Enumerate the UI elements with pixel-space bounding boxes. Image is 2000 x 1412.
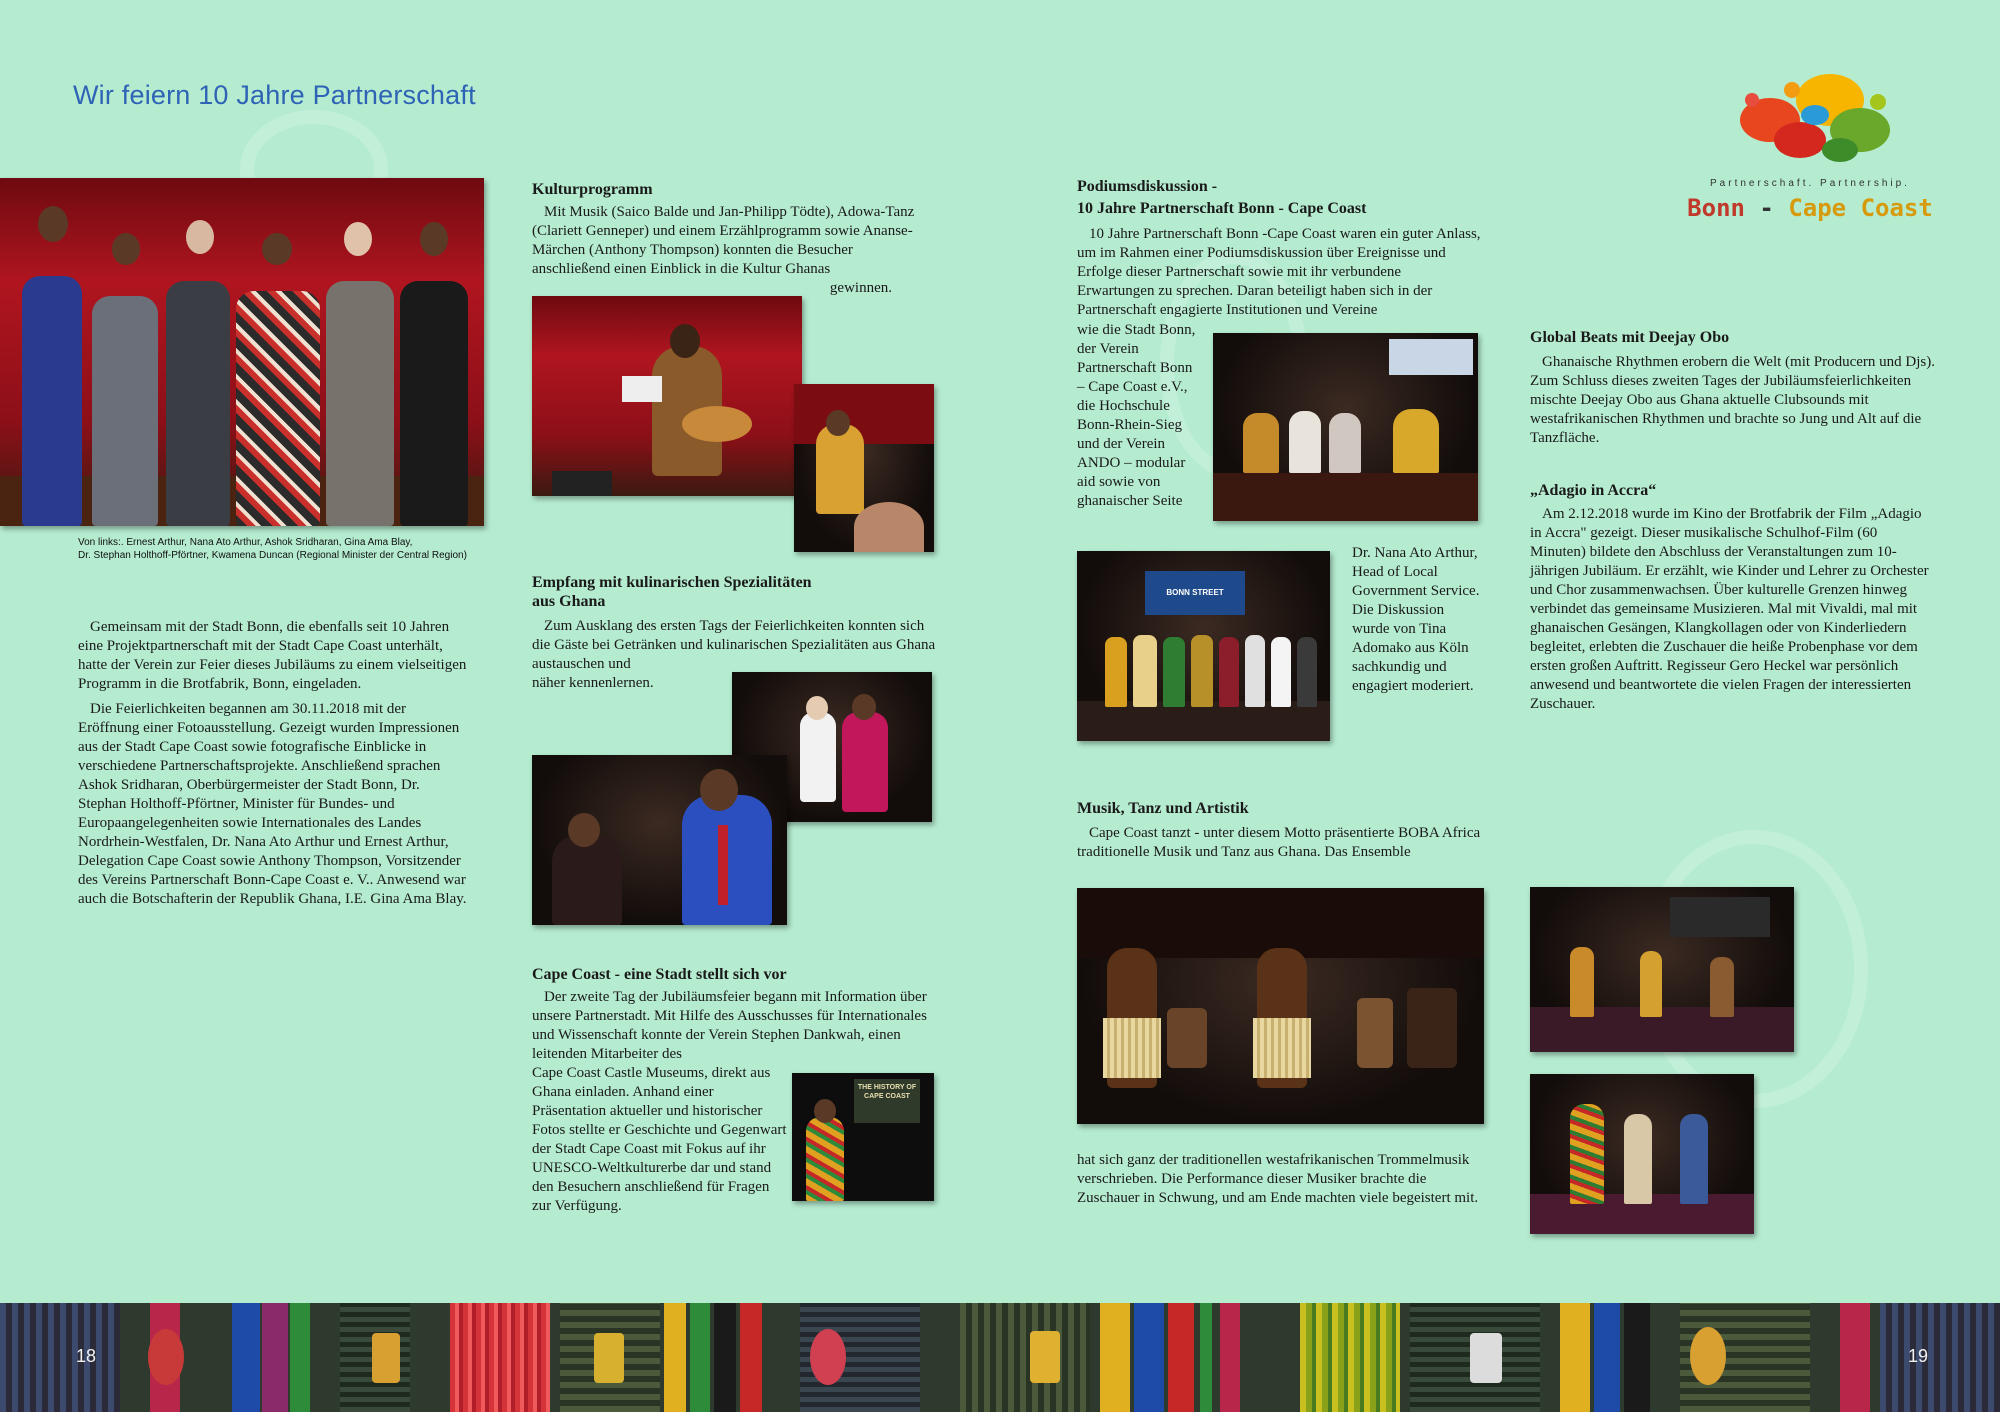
empfang-paragraph: Zum Ausklang des ersten Tags der Feierlichkeiten konnten sich die Gäste bei Getränken und kulinarischen Spezialitäten aus Ghana austauschen und — [532, 618, 936, 672]
logo-tagline: Partnerschaft. Partnership. — [1710, 178, 1910, 189]
page-number-right: 19 — [1908, 1346, 1929, 1366]
kultur-paragraph: Mit Musik (Saico Balde und Jan-Philipp Tödte), Adowa-Tanz (Clariett Genneper) und einem Erzählprogramm sowie Ananse-Märchen (Anthony Thompson) konnten die Besucher anschließend einen Einblick in die Kultur Ghanas — [532, 204, 915, 277]
musik-text-2: hat sich ganz der traditionellen westafrikanischen Trommelmusik verschrieben. Die Performance dieser Musiker brachte die Zuschauer in Schwung, und am Ende machten viele begeistert mit. — [1077, 1152, 1479, 1206]
capecoast-paragraph: Der zweite Tag der Jubiläumsfeier begann mit Information über unsere Partnerstadt. Mit Hilfe des Ausschusses für Internationales und Wissenschaft konnte der Verein Stephen Dankwah, einen leitenden Mitarbeiter des — [532, 989, 927, 1062]
adagio-heading: „Adagio in Accra“ — [1530, 482, 1657, 499]
hands-logo-icon — [1680, 60, 1940, 175]
reception-photo-2 — [532, 755, 787, 925]
dance-photo-2 — [1530, 1074, 1754, 1234]
partnership-logo — [1680, 60, 1940, 230]
global-heading: Global Beats mit Deejay Obo — [1530, 329, 1730, 346]
kente-footer — [0, 1303, 2000, 1412]
dancer-photo — [794, 384, 934, 552]
group-photo — [0, 178, 484, 526]
intro-paragraph: Die Feierlichkeiten begannen am 30.11.2018 mit der Eröffnung einer Fotoausstellung. Gezeigt wurden Impressionen aus der Stadt Cape Coast sowie fotografische Einblicke in verschiedene Partnerschaftsprojekte. Anschließend sprachen Ashok Sridharan, Oberbürgermeister der Stadt Bonn, Dr. Stephan Holthoff-Pförtner, Minister für Bundes- und Europaangelegenheiten sowie Internationales des Landes Nordrhein-Westfalen, Dr. Nana Ato Arthur und Ernest Arthur, Delegation Cape Coast sowie Anthony Thompson, Vorsitzender des Vereins Partnerschaft Bonn-Cape Coast e. V.. Anwesend war auch die Botschafterin der Republik Ghana, I.E. Gina Ama Blay. — [78, 701, 467, 907]
global-paragraph: Ghanaische Rhythmen erobern die Welt (mit Producern und Djs). Zum Schluss dieses zweiten Tages der Jubiläumsfeierlichkeiten mischte Deejay Obo aus Ghana aktuelle Clubsounds mit westafrikanischen Rhythmen und brachte so Jung und Alt auf die Tanzfläche. — [1530, 354, 1936, 446]
global-text — [1530, 353, 1935, 448]
logo-name — [1680, 194, 1940, 222]
podium-side-text: Dr. Nana Ato Arthur, Head of Local Government Service. Die Diskussion wurde von Tina Adomako aus Köln sachkundig und engagiert moderiert. — [1352, 545, 1480, 694]
podium-paragraph: 10 Jahre Partnerschaft Bonn -Cape Coast waren ein guter Anlass, um im Rahmen einer Podiumsdiskussion über Ereignisse und Erfolge dieser Partnerschaft sowie mit ihr verbundene Erwartungen zu sprechen. Daran beteiligt haben sich in der Partnerschaft engagierte Institutionen und Vereine — [1077, 226, 1481, 318]
podium-text — [1077, 225, 1482, 320]
drummers-photo — [1077, 888, 1484, 1124]
podium-heading-line: Podiumsdiskussion - — [1077, 178, 1218, 195]
podium-heading — [1077, 177, 1366, 218]
presentation-screen-text: THE HISTORY OF CAPE COAST — [857, 1084, 917, 1100]
adagio-text — [1530, 505, 1935, 714]
presentation-photo — [792, 1073, 934, 1201]
intro-paragraph: Gemeinsam mit der Stadt Bonn, die ebenfalls seit 10 Jahren eine Projektpartnerschaft mit der Stadt Cape Coast unterhält, hatte der Verein zur Feier dieses Jubiläums zu einem vielseitigen Programm in die Brotfabrik, Bonn, eingeladen. — [78, 619, 467, 692]
caption-line: Von links:. Ernest Arthur, Nana Ato Arthur, Ashok Sridharan, Gina Ama Blay, — [78, 537, 413, 548]
logo-cape-coast: Cape Coast — [1788, 194, 1933, 222]
musik-text-1 — [1077, 824, 1487, 862]
adagio-paragraph: Am 2.12.2018 wurde im Kino der Brotfabrik der Film „Adagio in Accra" gezeigt. Dieser musikalische Schulhof-Film (60 Minuten) bildete den Abschluss der Veranstaltungen zum 10-jährigen Jubiläum. Er erzählt, wie Kinder und Lehrer zu Orchester und Chor zusammenwachsen. Über kulturelle Grenzen hinweg verbindet das gemeinsame Musizieren. Mal mit Vivaldi, mal mit ghanaischen Gesängen, Klangkollagen oder von Kinderliedern begleitet, erlebten die Zuschauer die heiße Probenphase vor dem ersten großen Auftritt. Regisseur Gero Heckel war persönlich anwesend und beantwortete die vielen Fragen der interessierten Zuschauer. — [1530, 506, 1929, 712]
photo-caption — [78, 536, 498, 562]
caption-line: Dr. Stephan Holthoff-Pförtner, Kwamena Duncan (Regional Minister der Central Region) — [78, 550, 467, 561]
kultur-heading: Kulturprogramm — [532, 181, 653, 198]
page-number-left: 18 — [76, 1346, 97, 1366]
kultur-last-line: gewinnen. — [829, 280, 892, 296]
capecoast-text-narrow: Cape Coast Castle Museums, direkt aus Ghana einladen. Anhand einer Präsentation aktueller und historischer Fotos stellte er Geschichte und Gegenwart der Stadt Cape Coast mit Fokus auf ihr UNESCO-Weltkulturerbe dar und stand den Besuchern anschließend für Fragen zur Verfügung. — [532, 1065, 787, 1214]
logo-dash: - — [1744, 194, 1789, 222]
empfang-heading-line: aus Ghana — [532, 593, 606, 610]
kultur-text — [532, 203, 932, 298]
logo-bonn: Bonn — [1687, 194, 1745, 222]
musik-paragraph: Cape Coast tanzt - unter diesem Motto präsentierte BOBA Africa traditionelle Musik und Tanz aus Ghana. Das Ensemble — [1077, 825, 1481, 860]
musik-heading: Musik, Tanz und Artistik — [1077, 800, 1249, 817]
podium-heading-line: 10 Jahre Partnerschaft Bonn - Cape Coast — [1077, 200, 1367, 217]
empfang-last-line: näher kennenlernen. — [532, 675, 654, 691]
empfang-heading-line: Empfang mit kulinarischen Spezialitäten — [532, 574, 812, 591]
bonn-street-sign-text: BONN STREET — [1166, 588, 1224, 597]
intro-text — [78, 618, 470, 909]
presentation-screen — [854, 1079, 920, 1123]
bonn-street-sign — [1145, 571, 1245, 615]
panel-discussion-photo — [1213, 333, 1478, 521]
capecoast-heading: Cape Coast - eine Stadt stellt sich vor — [532, 966, 787, 983]
group-stage-photo — [1077, 551, 1330, 741]
capecoast-text — [532, 988, 932, 1064]
dance-photo-1 — [1530, 887, 1794, 1052]
podium-text-narrow: wie die Stadt Bonn, der Verein Partnerschaft Bonn – Cape Coast e.V., die Hochschule Bonn-Rhein-Sieg und der Verein ANDO – modular aid sowie von ghanaischer Seite — [1077, 322, 1196, 509]
page-title: Wir feiern 10 Jahre Partnerschaft — [73, 80, 476, 110]
empfang-heading — [532, 573, 932, 611]
guitarist-photo — [532, 296, 802, 496]
